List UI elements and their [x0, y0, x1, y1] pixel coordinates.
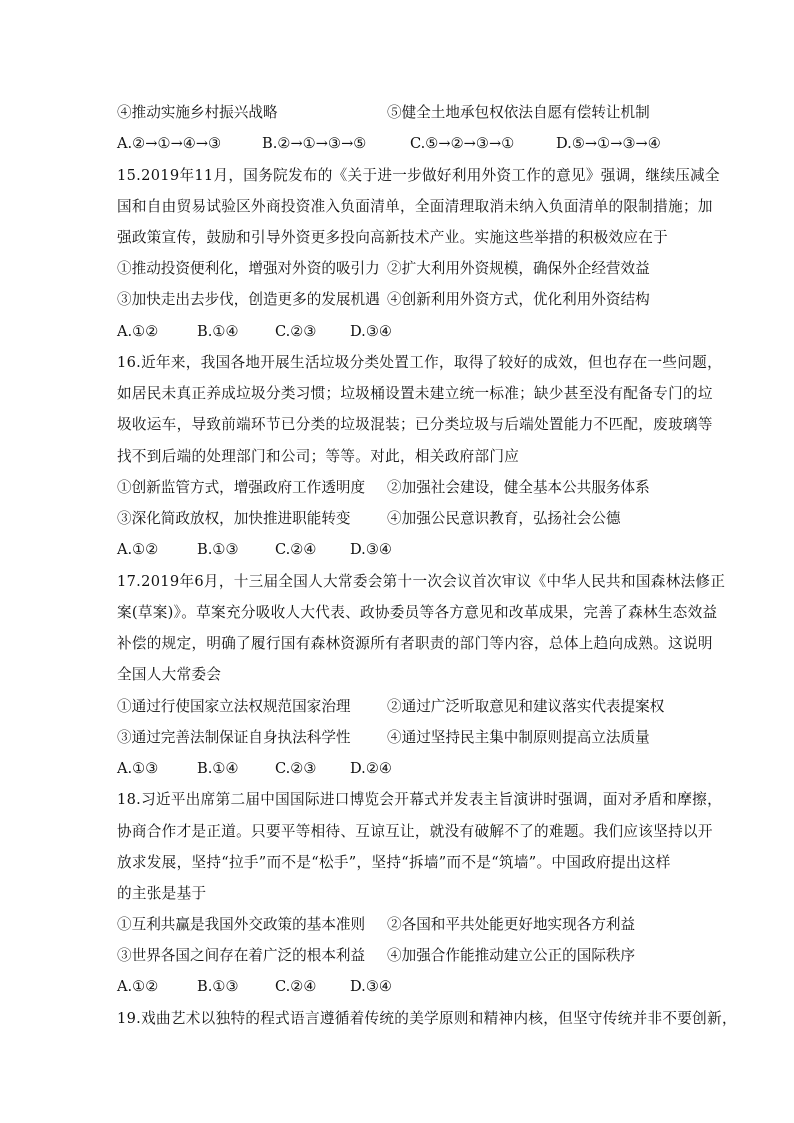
statement-row: [117, 103, 687, 123]
statement-row: [117, 478, 687, 498]
question-text-line: 的主张是基于: [117, 885, 207, 902]
answer-choices-row: [117, 134, 676, 154]
question-text-line: 协商合作才是正道。只要平等相待、互谅互让，就没有破解不了的难题。我们应该坚持以开: [117, 823, 713, 840]
statement-item: ①互利共赢是我国外交政策的基本准则: [117, 916, 366, 933]
statement-item: ②扩大利用外资规模，确保外企经营效益: [387, 260, 650, 277]
question-text-line: 17.2019年6月，十三届全国人大常委会第十一次会议首次审议《中华人民共和国森林法修正: [117, 573, 726, 590]
question-text-line: 补偿的规定，明确了履行国有森林资源所有者职责的部门等内容，总体上趋向成熟。这说明: [117, 635, 713, 652]
answer-choice: B.①④: [197, 323, 239, 340]
statement-item: ③世界各国之间存在着广泛的根本利益: [117, 947, 366, 964]
statement-row: [117, 290, 687, 310]
question-text-line: 放求发展，坚持“拉手”而不是“松手”，坚持“拆墙”而不是“筑墙”。中国政府提出这样: [117, 854, 671, 871]
statement-row: [117, 946, 687, 966]
question-text-line: 找不到后端的处理部门和公司；等等。对此，相关政府部门应: [117, 448, 520, 465]
answer-choice: D.③④: [350, 978, 392, 995]
question-text-line: 圾收运车，导致前端环节已分类的垃圾混装；已分类垃圾与后端处置能力不匹配，废玻璃等: [117, 416, 713, 433]
answer-choices-row: [117, 759, 410, 779]
question-text-line: 16.近年来，我国各地开展生活垃圾分类处置工作，取得了较好的成效，但也存在一些问题，: [117, 354, 722, 371]
statement-item: ③加快走出去步伐，创造更多的发展机遇: [117, 291, 380, 308]
question-text-line: 国和自由贸易试验区外商投资准入负面清单，全面清理取消未纳入负面清单的限制措施；加: [117, 198, 713, 215]
answer-choice: B.②→①→③→⑤: [262, 135, 367, 152]
statement-row: [117, 728, 687, 748]
statement-item: ④通过坚持民主集中制原则提高立法质量: [387, 729, 650, 746]
statement-item: ④创新利用外资方式，优化利用外资结构: [387, 291, 650, 308]
answer-choice: D.②④: [350, 760, 392, 777]
answer-choice: C.②③: [275, 323, 317, 340]
answer-choice: A.①②: [117, 541, 159, 558]
statement-item: ⑤健全土地承包权依法自愿有偿转让机制: [387, 104, 650, 121]
question-text-line: 19.戏曲艺术以独特的程式语言遵循着传统的美学原则和精神内核，但坚守传统并非不要创新，: [117, 1010, 737, 1027]
answer-choice: B.①③: [197, 541, 239, 558]
question-text-line: 全国人大常委会: [117, 666, 222, 683]
question-text-line: 如居民未真正养成垃圾分类习惯；垃圾桶设置未建立统一标准；缺少甚至没有配备专门的垃: [117, 385, 713, 402]
statement-item: ③深化简政放权，加快推进职能转变: [117, 510, 351, 527]
answer-choices-row: [117, 977, 410, 997]
statement-row: [117, 509, 687, 529]
answer-choice: C.⑤→②→③→①: [410, 135, 515, 152]
answer-choice: A.①③: [117, 760, 159, 777]
answer-choice: A.②→①→④→③: [117, 135, 222, 152]
answer-choices-row: [117, 540, 410, 560]
statement-row: [117, 259, 687, 279]
statement-item: ②通过广泛听取意见和建议落实代表提案权: [387, 698, 665, 715]
statement-item: ①推动投资便利化，增强对外资的吸引力: [117, 260, 380, 277]
question-text-line: 强政策宣传，鼓励和引导外资更多投向高新技术产业。实施这些举措的积极效应在于: [117, 229, 669, 246]
answer-choice: D.⑤→①→③→④: [556, 135, 661, 152]
statement-item: ②各国和平共处能更好地实现各方利益: [387, 916, 636, 933]
statement-item: ①通过行使国家立法权规范国家治理: [117, 698, 351, 715]
statement-row: [117, 697, 687, 717]
answer-choice: C.②④: [275, 541, 317, 558]
answer-choice: C.②④: [275, 978, 317, 995]
answer-choice: A.①②: [117, 323, 159, 340]
question-text-line: 18.习近平出席第二届中国国际进口博览会开幕式并发表主旨演讲时强调，面对矛盾和摩擦，: [117, 791, 722, 808]
statement-item: ④加强公民意识教育，弘扬社会公德: [387, 510, 621, 527]
answer-choice: A.①②: [117, 978, 159, 995]
statement-item: ①创新监管方式，增强政府工作透明度: [117, 479, 366, 496]
answer-choice: B.①③: [197, 978, 239, 995]
answer-choice: D.③④: [350, 541, 392, 558]
statement-item: ②加强社会建设，健全基本公共服务体系: [387, 479, 650, 496]
statement-item: ④推动实施乡村振兴战略: [117, 104, 278, 121]
answer-choice: C.②③: [275, 760, 317, 777]
statement-item: ③通过完善法制保证自身执法科学性: [117, 729, 351, 746]
statement-row: [117, 915, 687, 935]
answer-choices-row: [117, 322, 410, 342]
statement-item: ④加强合作能推动建立公正的国际秩序: [387, 947, 636, 964]
answer-choice: B.①④: [197, 760, 239, 777]
question-text-line: 15.2019年11月，国务院发布的《关于进一步做好利用外资工作的意见》强调，继续压减全: [117, 167, 720, 184]
question-text-line: 案(草案)》。草案充分吸收人大代表、政协委员等各方意见和改革成果，完善了森林生态效益: [117, 604, 718, 621]
answer-choice: D.③④: [350, 323, 392, 340]
